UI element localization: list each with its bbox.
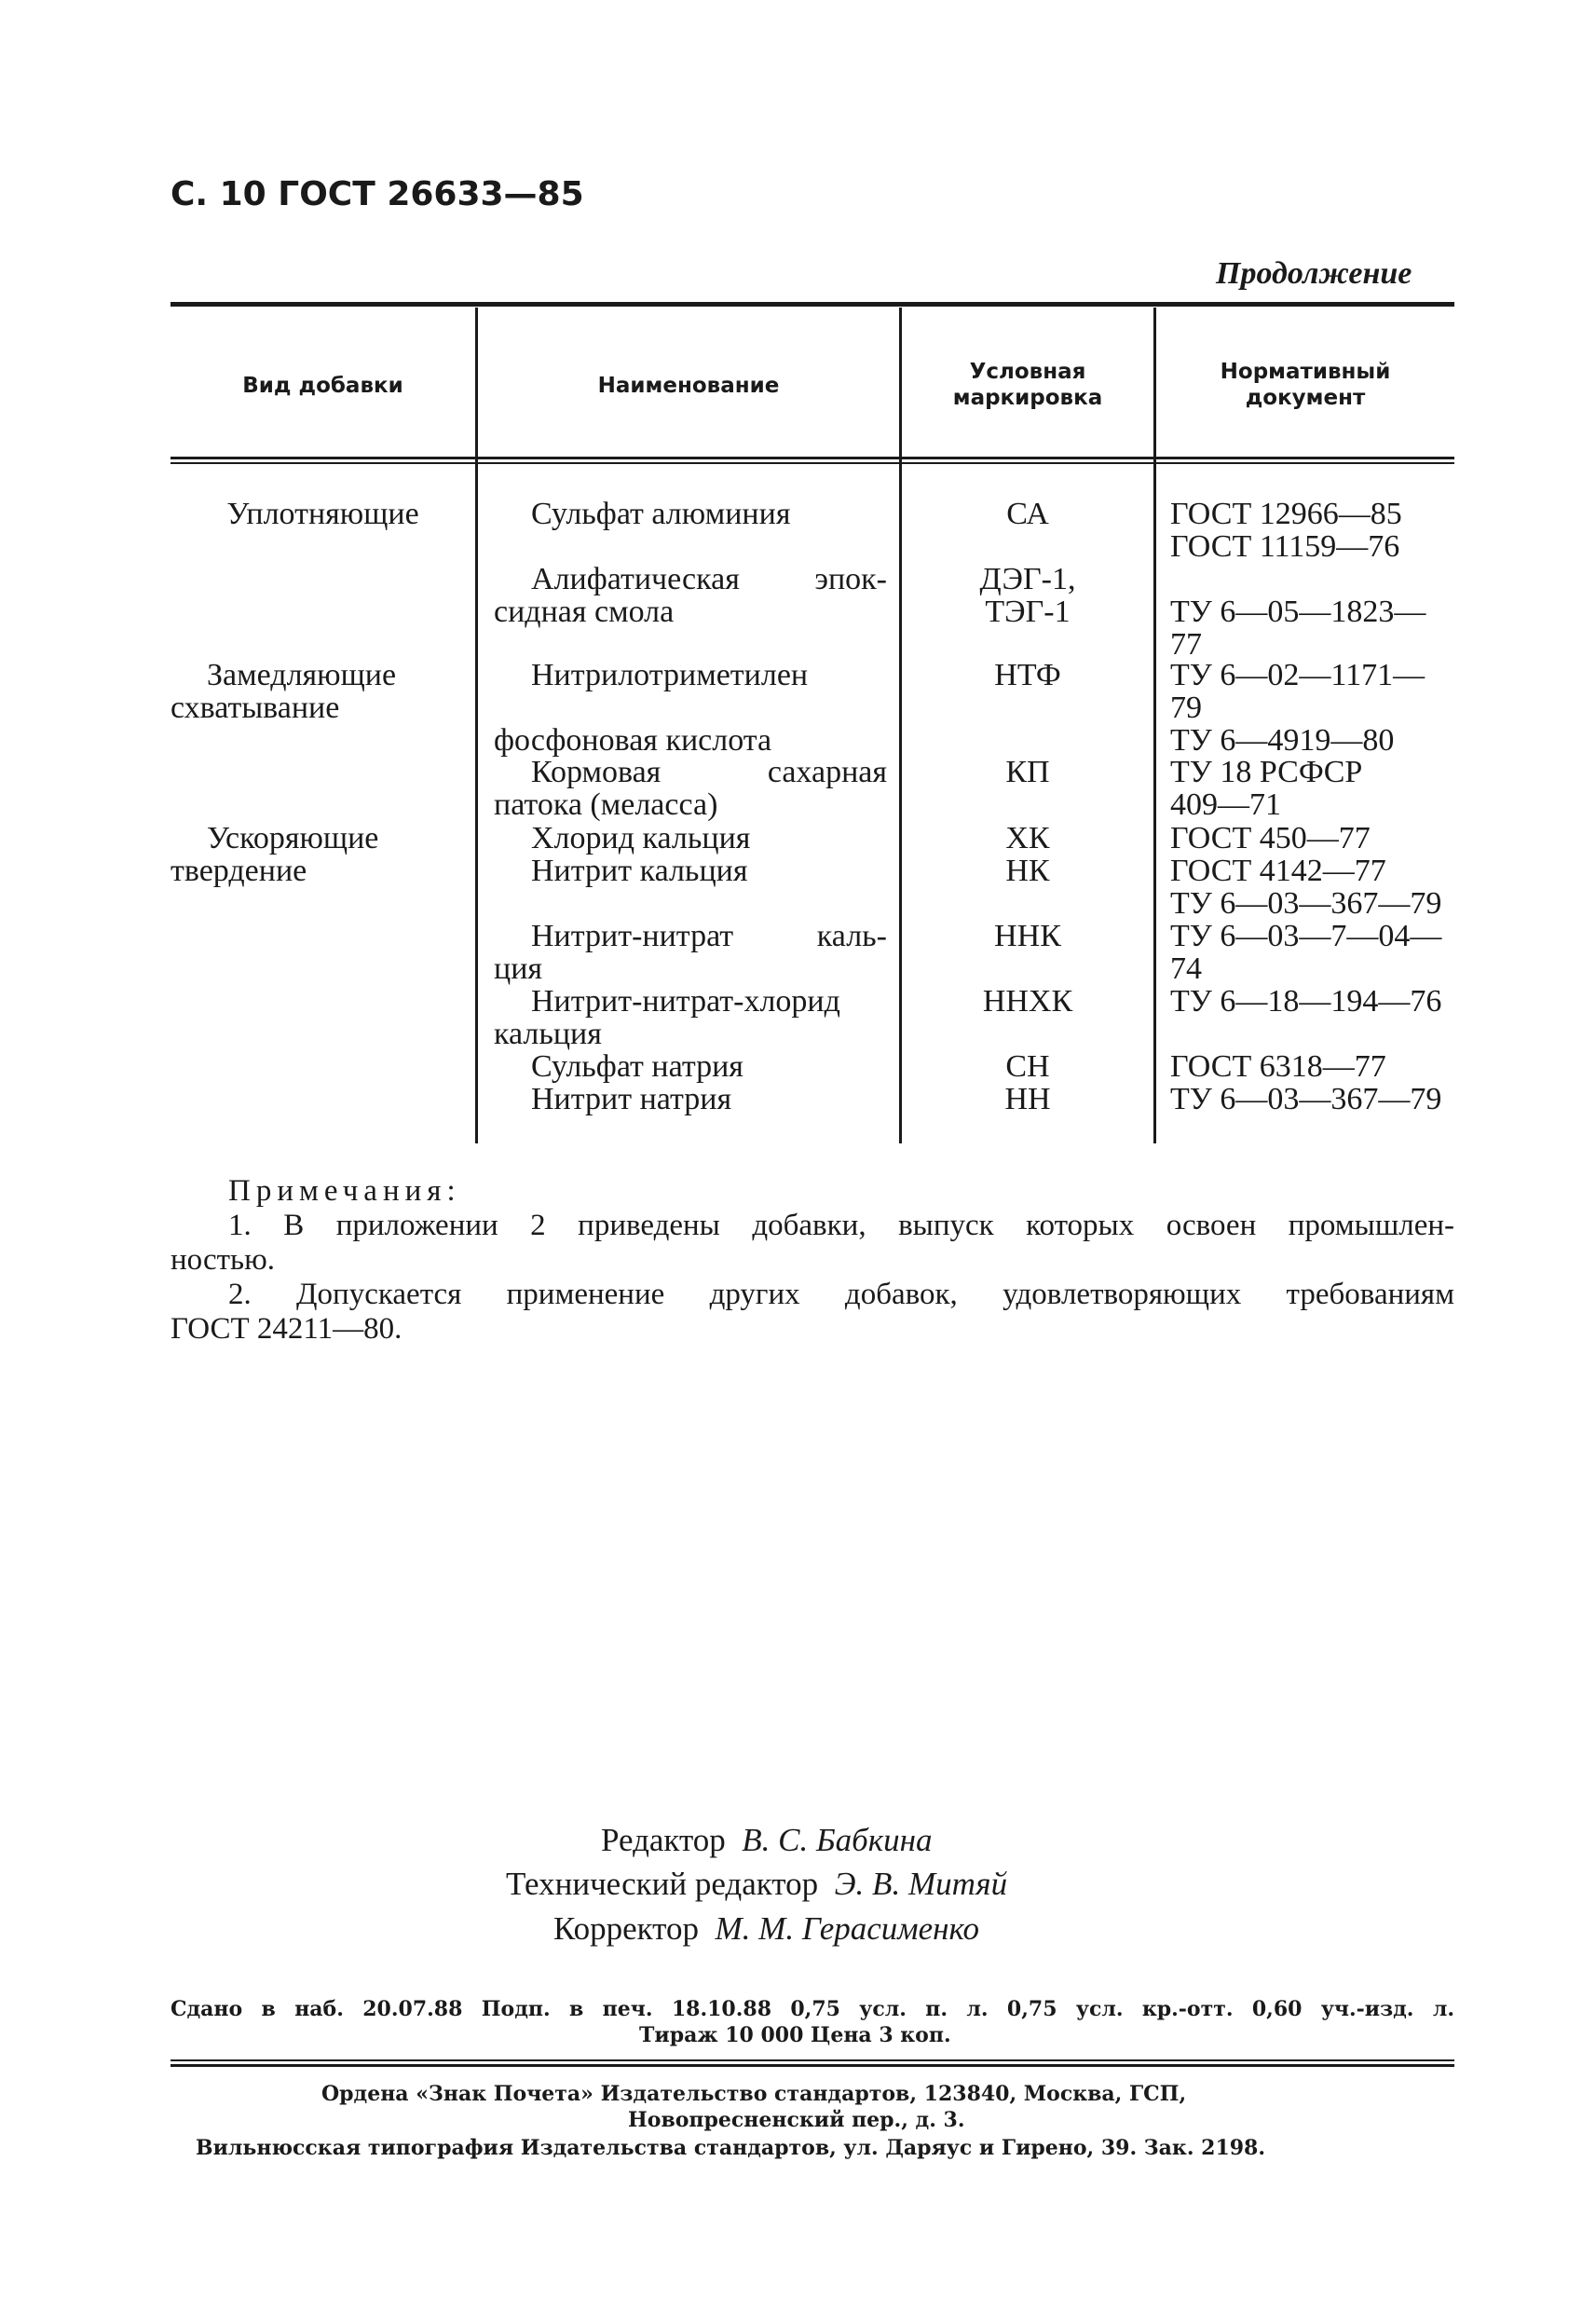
credit-editor: Редактор В. С. Бабкина xyxy=(601,1822,933,1858)
column-header-type: Вид добавки xyxy=(242,374,403,398)
document-cell: ТУ 6—03—367—79 xyxy=(1170,1082,1442,1116)
marking-cell: НТФ xyxy=(994,658,1061,692)
name-cell: Нитрит кальция xyxy=(531,854,748,888)
column-header-document: Нормативный документ xyxy=(1220,360,1391,410)
marking-cell: СА xyxy=(1006,497,1049,531)
marking-cell: КП xyxy=(1005,755,1050,789)
imprint-rule-2 xyxy=(171,2064,1454,2067)
name-cell: Сульфат алюминия xyxy=(531,497,791,531)
document-cell: ГОСТ 6318—77 xyxy=(1170,1049,1386,1084)
marking-cell: ННК xyxy=(994,919,1061,953)
page-header: С. 10 ГОСТ 26633—85 xyxy=(171,175,584,213)
marking-cell: НК xyxy=(1005,854,1050,888)
document-cell: ГОСТ 12966—85 ГОСТ 11159—76 xyxy=(1170,497,1402,564)
notes-title: Примечания: xyxy=(228,1174,461,1208)
marking-cell: ХК xyxy=(1005,821,1050,855)
note-line: 2. Допускается применение других добавок, удовлетворяющих требованиям xyxy=(228,1278,1454,1311)
publisher-address: Новопресненский пер., д. 3. xyxy=(628,2108,965,2132)
column-divider-3 xyxy=(1153,308,1156,1143)
document-cell: ТУ 6—03—7—04— 74 xyxy=(1170,919,1442,986)
document-cell: ТУ 6—18—194—76 xyxy=(1170,984,1442,1019)
imprint-rule xyxy=(171,2059,1454,2061)
column-divider-1 xyxy=(475,308,478,1143)
document-cell: ТУ 18 РСФСР 409—71 xyxy=(1170,755,1363,822)
name-cell: Нитрилотриметилен xyxy=(531,658,809,692)
document-cell: ГОСТ 450—77 xyxy=(1170,821,1371,855)
group-label: Замедляющие схватывание xyxy=(171,658,397,725)
credit-corrector: Корректор М. М. Герасименко xyxy=(553,1910,980,1947)
document-cell: ТУ 6—02—1171— 79 ТУ 6—4919—80 xyxy=(1170,658,1425,758)
print-info: Сдано в наб. 20.07.88 Подп. в печ. 18.10.88 0,75 усл. п. л. 0,75 усл. кр.-отт. 0,60 уч.-изд. л. xyxy=(171,1997,1454,2021)
name-cell: Кормовая сахарная патока (меласса) xyxy=(494,755,887,822)
marking-cell: НН xyxy=(1004,1082,1051,1116)
marking-cell: ДЭГ-1, ТЭГ-1 xyxy=(979,562,1076,629)
continuation-label: Продолжение xyxy=(1216,256,1412,291)
name-cell: Алифатическая эпок- сидная смола xyxy=(494,562,887,629)
publisher: Ордена «Знак Почета» Издательство стандартов, 123840, Москва, ГСП, xyxy=(321,2082,1187,2106)
note-line: ГОСТ 24211—80. xyxy=(171,1312,402,1346)
column-header-name: Наименование xyxy=(597,374,780,398)
circulation: Тираж 10 000 Цена 3 коп. xyxy=(639,2023,951,2047)
table-top-rule xyxy=(171,302,1454,307)
marking-cell: СН xyxy=(1005,1049,1050,1084)
note-line: ностью. xyxy=(171,1243,276,1277)
name-cell: Нитрит натрия xyxy=(531,1082,732,1116)
group-label: Ускоряющие твердение xyxy=(171,821,379,888)
table-header-rule xyxy=(171,457,1454,459)
name-cell: фосфоновая кислота xyxy=(494,723,772,758)
name-cell: Нитрит-нитрат-хлорид кальция xyxy=(494,984,840,1051)
document-cell: ТУ 6—05—1823— 77 xyxy=(1170,595,1426,662)
group-label: Уплотняющие xyxy=(226,497,419,531)
name-cell: Нитрит-нитрат каль- ция xyxy=(494,919,887,986)
credit-tech-editor: Технический редактор Э. В. Митяй xyxy=(506,1866,1008,1902)
name-cell: Хлорид кальция xyxy=(531,821,751,855)
note-line: 1. В приложении 2 приведены добавки, выпуск которых освоен промышлен- xyxy=(228,1209,1454,1242)
column-divider-2 xyxy=(899,308,902,1143)
column-header-marking: Условная маркировка xyxy=(952,360,1103,410)
marking-cell: ННХК xyxy=(982,984,1073,1019)
name-cell: Сульфат натрия xyxy=(531,1049,743,1084)
table-header-rule-2 xyxy=(171,462,1454,464)
printer: Вильнюсская типография Издательства стандартов, ул. Даряус и Гирено, 39. Зак. 2198. xyxy=(196,2136,1266,2160)
document-cell: ГОСТ 4142—77 ТУ 6—03—367—79 xyxy=(1170,854,1442,921)
